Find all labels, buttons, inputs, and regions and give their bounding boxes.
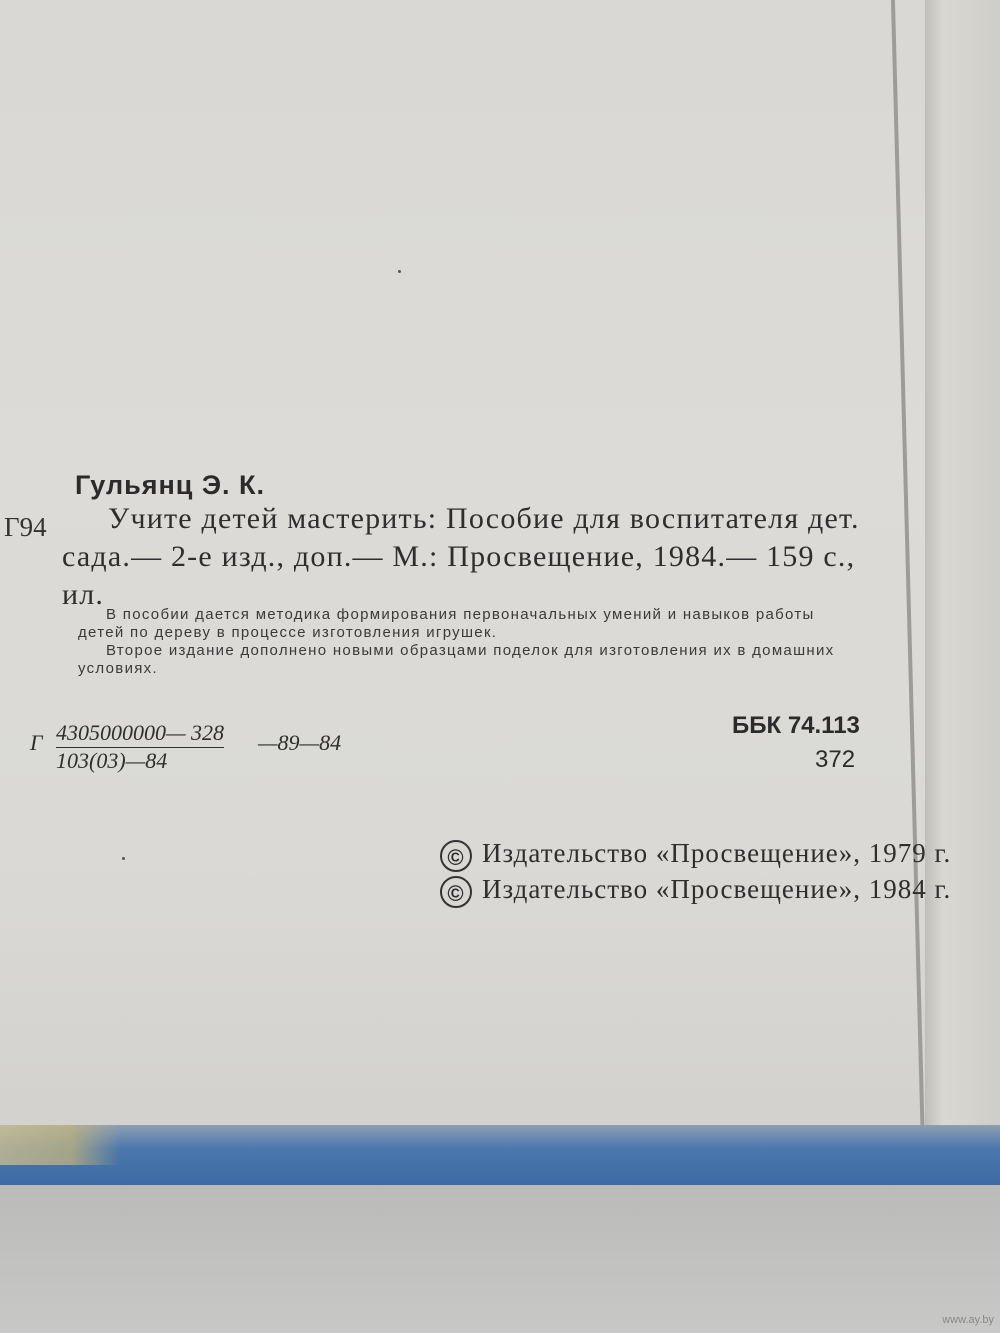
index-denominator: 103(03)—84	[56, 748, 168, 773]
classification-code: Г94	[4, 512, 47, 542]
watermark: www.ay.by	[942, 1314, 994, 1326]
cover-decoration	[0, 1125, 120, 1165]
index-numerator: 4305000000— 328	[56, 720, 224, 748]
index-suffix: —89—84	[258, 730, 342, 755]
paper-speck	[122, 857, 125, 860]
copyright-line	[440, 838, 951, 872]
paper-speck	[398, 270, 401, 273]
abstract	[78, 606, 948, 678]
author-name: Гульянц Э. К.	[75, 470, 266, 500]
index-letter: Г	[30, 730, 43, 755]
title-line: Учите детей мастерить: Пособие для воспитателя дет.	[108, 502, 860, 535]
copyright-icon: ©	[440, 840, 472, 872]
bbk-label: ББК 74.113	[732, 712, 860, 739]
copyright-text: Издательство «Просвещение», 1979 г.	[482, 838, 952, 868]
bibliographic-description	[62, 500, 938, 614]
copyright-icon: ©	[440, 876, 472, 908]
abstract-line: Второе издание дополнено новыми образцами поделок для изготовления их в домашних	[106, 642, 835, 659]
copyright-line	[440, 874, 951, 908]
title-line: сада.— 2-е изд., доп.— М.: Просвещение, 1984.— 159 с.,	[62, 540, 856, 573]
title-line: ил.	[62, 578, 105, 611]
abstract-line: В пособии дается методика формирования первоначальных умений и навыков работы	[106, 606, 815, 623]
abstract-line: детей по дереву в процессе изготовления игрушек.	[78, 624, 498, 641]
index-fraction	[56, 720, 224, 774]
abstract-line: условиях.	[78, 660, 158, 677]
bbk-number: 372	[815, 746, 856, 773]
table-surface	[0, 1170, 1000, 1333]
copyright-text: Издательство «Просвещение», 1984 г.	[482, 874, 952, 904]
book-cover-strip	[0, 1125, 1000, 1185]
